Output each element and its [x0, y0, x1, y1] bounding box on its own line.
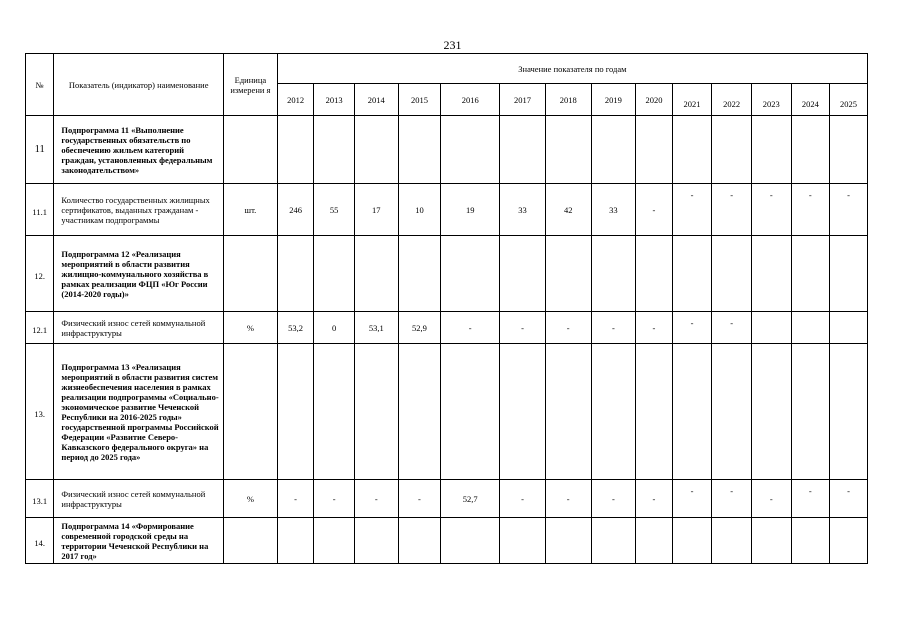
value-2024 — [791, 312, 830, 344]
value-2024: - — [791, 480, 830, 518]
value-2025 — [830, 518, 868, 564]
value-2018 — [545, 518, 591, 564]
value-2015: - — [398, 480, 441, 518]
value-2023: - — [751, 480, 791, 518]
unit-cell — [224, 344, 278, 480]
value-2018: - — [545, 480, 591, 518]
value-2017: - — [500, 312, 546, 344]
value-2015 — [398, 116, 441, 184]
value-2025: - — [830, 480, 868, 518]
value-2013 — [314, 344, 355, 480]
value-2014: 17 — [354, 184, 398, 236]
value-2012 — [277, 344, 314, 480]
value-2014 — [354, 518, 398, 564]
value-2024 — [791, 344, 830, 480]
value-2025 — [830, 236, 868, 312]
row-number: 13. — [26, 344, 54, 480]
value-2014: - — [354, 480, 398, 518]
row-number: 11.1 — [26, 184, 54, 236]
value-2020 — [636, 518, 673, 564]
unit-cell — [224, 236, 278, 312]
value-2023 — [751, 518, 791, 564]
value-2017 — [500, 116, 546, 184]
value-2012 — [277, 236, 314, 312]
indicator-name: Подпрограмма 11 «Выполнение государственных обязательств по обеспечению жильем категорий граждан, установленных федеральным законодательством» — [54, 116, 224, 184]
header-year-2012: 2012 — [277, 84, 314, 116]
indicator-name: Количество государственных жилищных сертификатов, выданных гражданам - участникам подпрограммы — [54, 184, 224, 236]
value-2014 — [354, 116, 398, 184]
header-year-2022: 2022 — [712, 84, 752, 116]
value-2019 — [591, 518, 636, 564]
value-2013 — [314, 236, 355, 312]
value-2019 — [591, 236, 636, 312]
value-2025 — [830, 116, 868, 184]
row-number: 14. — [26, 518, 54, 564]
value-2018 — [545, 236, 591, 312]
value-2020: - — [636, 480, 673, 518]
header-values-by-year: Значение показателя по годам — [277, 54, 867, 84]
value-2015 — [398, 236, 441, 312]
value-2013: - — [314, 480, 355, 518]
value-2013: 0 — [314, 312, 355, 344]
value-2012 — [277, 116, 314, 184]
row-number: 12.1 — [26, 312, 54, 344]
value-2023 — [751, 344, 791, 480]
value-2024 — [791, 236, 830, 312]
header-year-2024: 2024 — [791, 84, 830, 116]
value-2012: - — [277, 480, 314, 518]
indicator-name: Физический износ сетей коммунальной инфраструктуры — [54, 480, 224, 518]
value-2015: 52,9 — [398, 312, 441, 344]
value-2020: - — [636, 312, 673, 344]
table-row — [26, 236, 868, 312]
value-2015 — [398, 518, 441, 564]
value-2014 — [354, 236, 398, 312]
value-2013 — [314, 116, 355, 184]
unit-cell: шт. — [224, 184, 278, 236]
value-2022 — [712, 518, 752, 564]
value-2019: - — [591, 312, 636, 344]
value-2021: - — [672, 184, 712, 236]
value-2022: - — [712, 312, 752, 344]
value-2020 — [636, 116, 673, 184]
value-2018: - — [545, 312, 591, 344]
value-2021 — [672, 518, 712, 564]
row-number: 11 — [26, 116, 54, 184]
row-number: 12. — [26, 236, 54, 312]
indicator-name: Физический износ сетей коммунальной инфраструктуры — [54, 312, 224, 344]
header-year-2014: 2014 — [354, 84, 398, 116]
value-2015: 10 — [398, 184, 441, 236]
table-row — [26, 344, 868, 480]
value-2013: 55 — [314, 184, 355, 236]
value-2016: - — [441, 312, 500, 344]
header-year-2021: 2021 — [672, 84, 712, 116]
value-2017 — [500, 344, 546, 480]
value-2012 — [277, 518, 314, 564]
value-2024: - — [791, 184, 830, 236]
value-2022: - — [712, 184, 752, 236]
value-2020 — [636, 344, 673, 480]
value-2019 — [591, 116, 636, 184]
value-2018 — [545, 344, 591, 480]
header-unit: Единица измерени я — [224, 54, 278, 116]
header-year-2023: 2023 — [751, 84, 791, 116]
value-2012: 53,2 — [277, 312, 314, 344]
value-2018 — [545, 116, 591, 184]
header-year-2013: 2013 — [314, 84, 355, 116]
value-2025 — [830, 312, 868, 344]
header-year-2020: 2020 — [636, 84, 673, 116]
header-year-2016: 2016 — [441, 84, 500, 116]
value-2023 — [751, 312, 791, 344]
value-2021: - — [672, 312, 712, 344]
page-number: 231 — [443, 38, 462, 52]
value-2022 — [712, 344, 752, 480]
unit-cell — [224, 518, 278, 564]
header-year-2018: 2018 — [545, 84, 591, 116]
value-2016 — [441, 518, 500, 564]
unit-cell — [224, 116, 278, 184]
value-2025: - — [830, 184, 868, 236]
unit-cell: % — [224, 312, 278, 344]
value-2016 — [441, 236, 500, 312]
value-2024 — [791, 518, 830, 564]
value-2016: 52,7 — [441, 480, 500, 518]
row-number: 13.1 — [26, 480, 54, 518]
value-2022 — [712, 116, 752, 184]
value-2021 — [672, 116, 712, 184]
indicator-table — [25, 53, 868, 564]
indicator-name: Подпрограмма 12 «Реализация мероприятий в области развития жилищно-коммунального хозяйства в рамках реализации ФЦП «Юг России (2014-2020 годы)» — [54, 236, 224, 312]
value-2017 — [500, 236, 546, 312]
value-2024 — [791, 116, 830, 184]
value-2016 — [441, 116, 500, 184]
value-2023: - — [751, 184, 791, 236]
header-year-2025: 2025 — [830, 84, 868, 116]
table-row — [26, 184, 868, 236]
value-2017: - — [500, 480, 546, 518]
value-2012: 246 — [277, 184, 314, 236]
table-row — [26, 480, 868, 518]
header-year-2015: 2015 — [398, 84, 441, 116]
value-2023 — [751, 116, 791, 184]
value-2021: - — [672, 480, 712, 518]
table-row — [26, 116, 868, 184]
value-2017: 33 — [500, 184, 546, 236]
value-2016 — [441, 344, 500, 480]
value-2019 — [591, 344, 636, 480]
indicator-name: Подпрограмма 13 «Реализация мероприятий в области развития систем жизнеобеспечения населения в рамках реализации подпрограммы «Социально-экономическое развитие Чеченской Республики на 2016-2025 годы» государственной программы Российской Федерации «Развитие Северо-Кавказского федерального округа» на период до 2025 года» — [54, 344, 224, 480]
value-2022: - — [712, 480, 752, 518]
value-2014 — [354, 344, 398, 480]
value-2025 — [830, 344, 868, 480]
value-2021 — [672, 236, 712, 312]
value-2022 — [712, 236, 752, 312]
value-2017 — [500, 518, 546, 564]
header-no: № — [26, 54, 54, 116]
indicator-name: Подпрограмма 14 «Формирование современной городской среды на территории Чеченской Республики на 2017 год» — [54, 518, 224, 564]
value-2019: - — [591, 480, 636, 518]
value-2021 — [672, 344, 712, 480]
header-year-2017: 2017 — [500, 84, 546, 116]
value-2018: 42 — [545, 184, 591, 236]
table-row — [26, 312, 868, 344]
value-2013 — [314, 518, 355, 564]
value-2020: - — [636, 184, 673, 236]
unit-cell: % — [224, 480, 278, 518]
value-2020 — [636, 236, 673, 312]
value-2014: 53,1 — [354, 312, 398, 344]
value-2019: 33 — [591, 184, 636, 236]
table-row — [26, 518, 868, 564]
header-year-2019: 2019 — [591, 84, 636, 116]
header-indicator-name: Показатель (индикатор) наименование — [54, 54, 224, 116]
value-2023 — [751, 236, 791, 312]
value-2016: 19 — [441, 184, 500, 236]
value-2015 — [398, 344, 441, 480]
